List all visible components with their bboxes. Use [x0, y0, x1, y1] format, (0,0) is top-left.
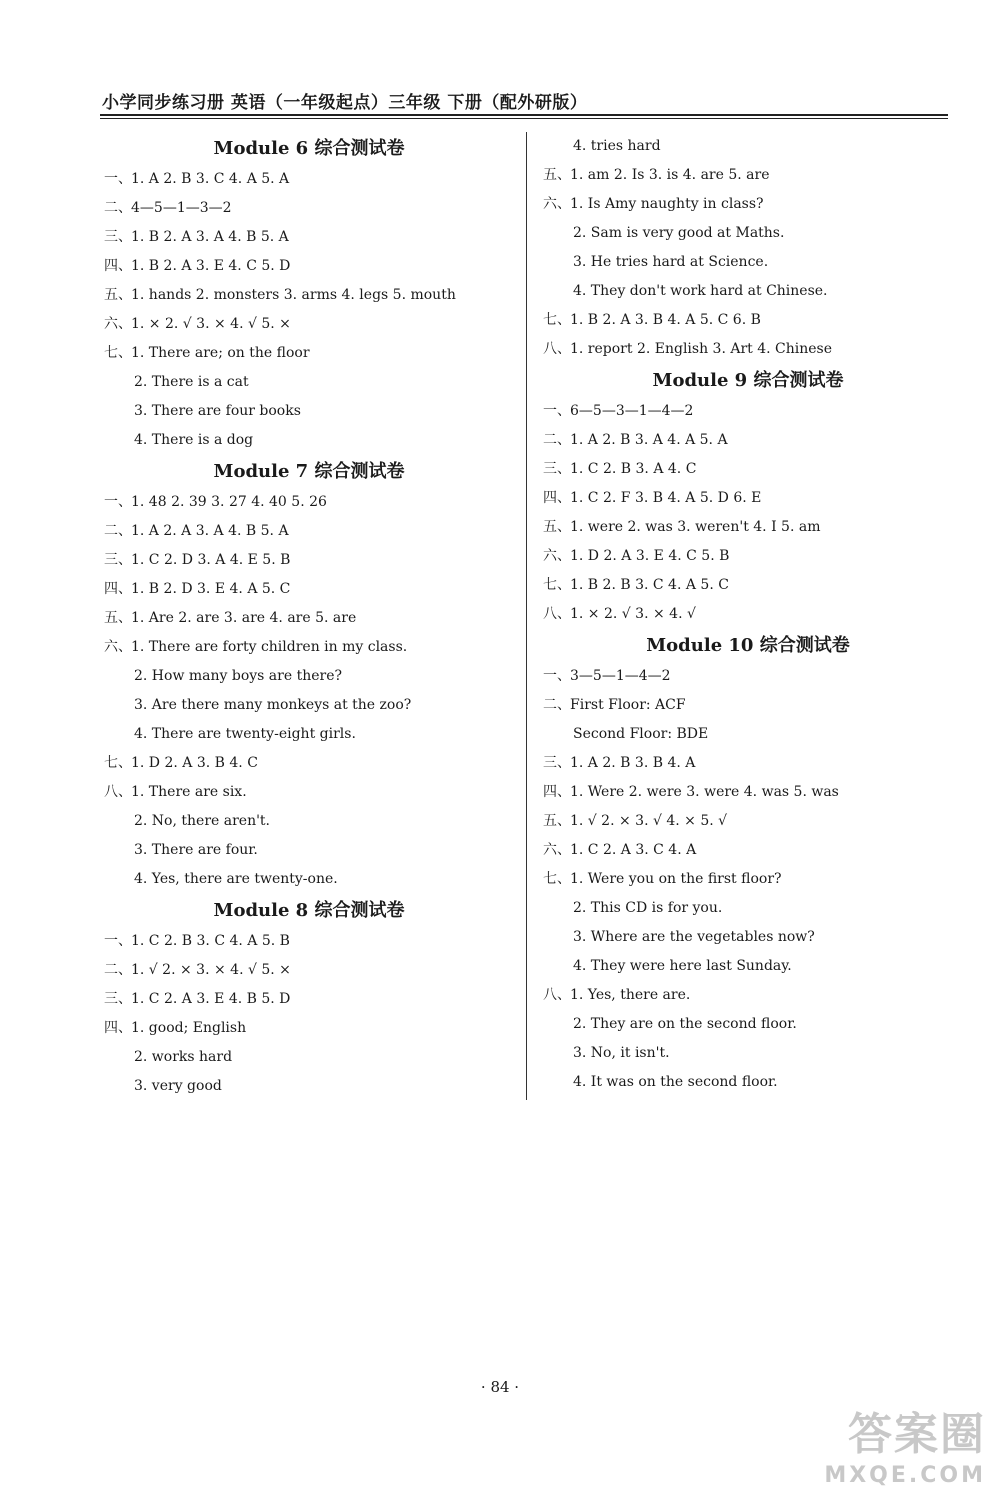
answer-subline: 4. They don't work hard at Chinese.: [573, 283, 828, 299]
answer-subline: 4. tries hard: [573, 138, 661, 154]
answer-line: [104, 310, 514, 339]
answer-text: 1. √ 2. × 3. × 4. √ 5. ×: [131, 962, 291, 978]
section-label: 六、: [543, 196, 571, 212]
answer-text: 1. There are; on the floor: [131, 345, 310, 361]
answer-line: [543, 306, 953, 335]
answer-line: [104, 281, 514, 310]
section-label: 一、: [104, 933, 132, 949]
section-label: 三、: [104, 991, 132, 1007]
answer-subline: 2. There is a cat: [134, 374, 249, 390]
answer-subline: 4. Yes, there are twenty-one.: [134, 871, 338, 887]
answer-text: 1. C 2. A 3. C 4. A: [570, 842, 697, 858]
section-label: 一、: [543, 403, 571, 419]
answer-line: [104, 778, 514, 807]
answer-subline: 4. There is a dog: [134, 432, 254, 448]
section-label: 一、: [543, 668, 571, 684]
section-label: 四、: [543, 490, 571, 506]
answer-text: 1. D 2. A 3. E 4. C 5. B: [570, 548, 730, 564]
answer-text: 3—5—1—4—2: [570, 668, 671, 684]
answer-line: [104, 194, 514, 223]
answer-line: [104, 927, 514, 956]
section-label: 一、: [104, 494, 132, 510]
answer-line: [543, 190, 953, 219]
watermark: [796, 1408, 986, 1498]
answer-line: [104, 517, 514, 546]
answer-line: [543, 455, 953, 484]
answer-text: 1. A 2. B 3. B 4. A: [570, 755, 696, 771]
answer-line: [543, 397, 953, 426]
answer-line: [104, 575, 514, 604]
answer-subline: 2. They are on the second floor.: [573, 1016, 797, 1032]
answer-text: 1. D 2. A 3. B 4. C: [131, 755, 258, 771]
section-label: 四、: [543, 784, 571, 800]
module-heading: Module 7 综合测试卷: [213, 461, 405, 482]
answer-text: 1. hands 2. monsters 3. arms 4. legs 5. mouth: [131, 287, 456, 303]
answer-line: [543, 542, 953, 571]
answer-line: [543, 749, 953, 778]
header-rule-thick: [100, 114, 948, 116]
answer-text: 1. good; English: [131, 1020, 247, 1036]
answer-text: 1. B 2. A 3. A 4. B 5. A: [131, 229, 289, 245]
answer-subline: Second Floor: BDE: [573, 726, 709, 742]
section-label: 八、: [104, 784, 132, 800]
answer-line: [543, 981, 953, 1010]
section-label: 七、: [543, 871, 571, 887]
answer-subline: 2. Sam is very good at Maths.: [573, 225, 785, 241]
answer-text: 1. Are 2. are 3. are 4. are 5. are: [131, 610, 357, 626]
answer-text: 1. A 2. A 3. A 4. B 5. A: [131, 523, 289, 539]
answer-text: 1. 48 2. 39 3. 27 4. 40 5. 26: [131, 494, 327, 510]
section-label: 五、: [543, 519, 571, 535]
section-label: 二、: [543, 432, 571, 448]
answer-text: 1. C 2. D 3. A 4. E 5. B: [131, 552, 291, 568]
watermark-logo: 答案圈: [848, 1409, 986, 1460]
section-label: 八、: [543, 606, 571, 622]
answer-subline: 3. very good: [134, 1078, 222, 1094]
section-label: 二、: [543, 697, 571, 713]
answer-line: [543, 836, 953, 865]
section-label: 二、: [104, 962, 132, 978]
answer-subline: 4. It was on the second floor.: [573, 1074, 778, 1090]
answer-line: [543, 513, 953, 542]
answer-text: 1. B 2. D 3. E 4. A 5. C: [131, 581, 291, 597]
answer-column-left: [104, 132, 514, 1101]
section-label: 三、: [104, 229, 132, 245]
answer-text: 1. were 2. was 3. weren't 4. I 5. am: [570, 519, 821, 535]
section-label: 七、: [543, 312, 571, 328]
answer-line: [104, 604, 514, 633]
answer-text: 1. C 2. A 3. E 4. B 5. D: [131, 991, 291, 1007]
answer-text: 6—5—3—1—4—2: [570, 403, 694, 419]
answer-line: [543, 865, 953, 894]
answer-subline: 3. No, it isn't.: [573, 1045, 670, 1061]
section-label: 三、: [543, 461, 571, 477]
answer-line: [104, 985, 514, 1014]
section-label: 五、: [543, 167, 571, 183]
answer-subline: 4. There are twenty-eight girls.: [134, 726, 356, 742]
answer-text: 1. C 2. F 3. B 4. A 5. D 6. E: [570, 490, 762, 506]
header-rule-thin: [100, 118, 948, 119]
answer-text: 1. am 2. Is 3. is 4. are 5. are: [570, 167, 770, 183]
answer-subline: 2. works hard: [134, 1049, 233, 1065]
section-label: 七、: [104, 755, 132, 771]
answer-line: [543, 807, 953, 836]
answer-line: [543, 778, 953, 807]
section-label: 六、: [104, 316, 132, 332]
answer-column-right: [543, 132, 953, 1097]
answer-line: [104, 749, 514, 778]
answer-text: 1. B 2. A 3. B 4. A 5. C 6. B: [570, 312, 761, 328]
answer-text: First Floor: ACF: [570, 697, 686, 713]
answer-line: [104, 546, 514, 575]
answer-subline: 3. There are four books: [134, 403, 301, 419]
section-label: 八、: [543, 987, 571, 1003]
answer-text: 1. Were you on the first floor?: [570, 871, 782, 887]
answer-text: 1. × 2. √ 3. × 4. √: [570, 606, 696, 622]
answer-text: 1. Is Amy naughty in class?: [570, 196, 764, 212]
section-label: 八、: [543, 341, 571, 357]
answer-text: 1. Were 2. were 3. were 4. was 5. was: [570, 784, 839, 800]
answer-subline: 3. There are four.: [134, 842, 258, 858]
answer-line: [543, 161, 953, 190]
section-label: 六、: [104, 639, 132, 655]
answer-subline: 3. Where are the vegetables now?: [573, 929, 815, 945]
section-label: 四、: [104, 1020, 132, 1036]
answer-line: [104, 165, 514, 194]
answer-subline: 2. This CD is for you.: [573, 900, 723, 916]
answer-line: [543, 484, 953, 513]
answer-subline: 3. Are there many monkeys at the zoo?: [134, 697, 412, 713]
section-label: 六、: [543, 842, 571, 858]
answer-subline: 2. No, there aren't.: [134, 813, 271, 829]
answer-text: 1. × 2. √ 3. × 4. √ 5. ×: [131, 316, 291, 332]
section-label: 七、: [543, 577, 571, 593]
page-number: · 84 ·: [480, 1378, 520, 1396]
answer-line: [104, 223, 514, 252]
section-label: 四、: [104, 258, 132, 274]
answer-text: 1. There are six.: [131, 784, 247, 800]
section-label: 三、: [104, 552, 132, 568]
module-heading: Module 6 综合测试卷: [213, 138, 405, 159]
answer-line: [104, 1014, 514, 1043]
answer-line: [543, 335, 953, 364]
answer-line: [104, 488, 514, 517]
section-label: 二、: [104, 523, 132, 539]
answer-subline: 2. How many boys are there?: [134, 668, 342, 684]
column-divider: [526, 132, 527, 1100]
answer-line: [104, 339, 514, 368]
section-label: 七、: [104, 345, 132, 361]
section-label: 五、: [543, 813, 571, 829]
header-title: 小学同步练习册 英语（一年级起点）三年级 下册（配外研版）: [102, 93, 588, 113]
answer-line: [104, 956, 514, 985]
section-label: 五、: [104, 287, 132, 303]
answer-text: 1. A 2. B 3. A 4. A 5. A: [570, 432, 728, 448]
answer-text: 1. A 2. B 3. C 4. A 5. A: [131, 171, 290, 187]
answer-text: 1. B 2. A 3. E 4. C 5. D: [131, 258, 291, 274]
answer-text: 1. B 2. B 3. C 4. A 5. C: [570, 577, 729, 593]
section-label: 一、: [104, 171, 132, 187]
answer-line: [543, 662, 953, 691]
module-heading: Module 10 综合测试卷: [646, 635, 850, 656]
section-label: 五、: [104, 610, 132, 626]
answer-text: 1. Yes, there are.: [570, 987, 691, 1003]
answer-line: [543, 691, 953, 720]
watermark-url: MXQE.COM: [824, 1463, 986, 1488]
section-label: 二、: [104, 200, 132, 216]
answer-text: 1. report 2. English 3. Art 4. Chinese: [570, 341, 833, 357]
module-heading: Module 8 综合测试卷: [213, 900, 405, 921]
answer-text: 1. There are forty children in my class.: [131, 639, 408, 655]
module-heading: Module 9 综合测试卷: [652, 370, 844, 391]
answer-line: [104, 252, 514, 281]
answer-text: 1. C 2. B 3. A 4. C: [570, 461, 697, 477]
answer-text: 1. C 2. B 3. C 4. A 5. B: [131, 933, 290, 949]
answer-subline: 4. They were here last Sunday.: [573, 958, 792, 974]
answer-line: [543, 600, 953, 629]
section-label: 四、: [104, 581, 132, 597]
answer-subline: 3. He tries hard at Science.: [573, 254, 769, 270]
answer-text: 1. √ 2. × 3. √ 4. × 5. √: [570, 813, 728, 829]
answer-line: [104, 633, 514, 662]
answer-text: 4—5—1—3—2: [131, 200, 232, 216]
section-label: 六、: [543, 548, 571, 564]
answer-line: [543, 426, 953, 455]
answer-line: [543, 571, 953, 600]
section-label: 三、: [543, 755, 571, 771]
